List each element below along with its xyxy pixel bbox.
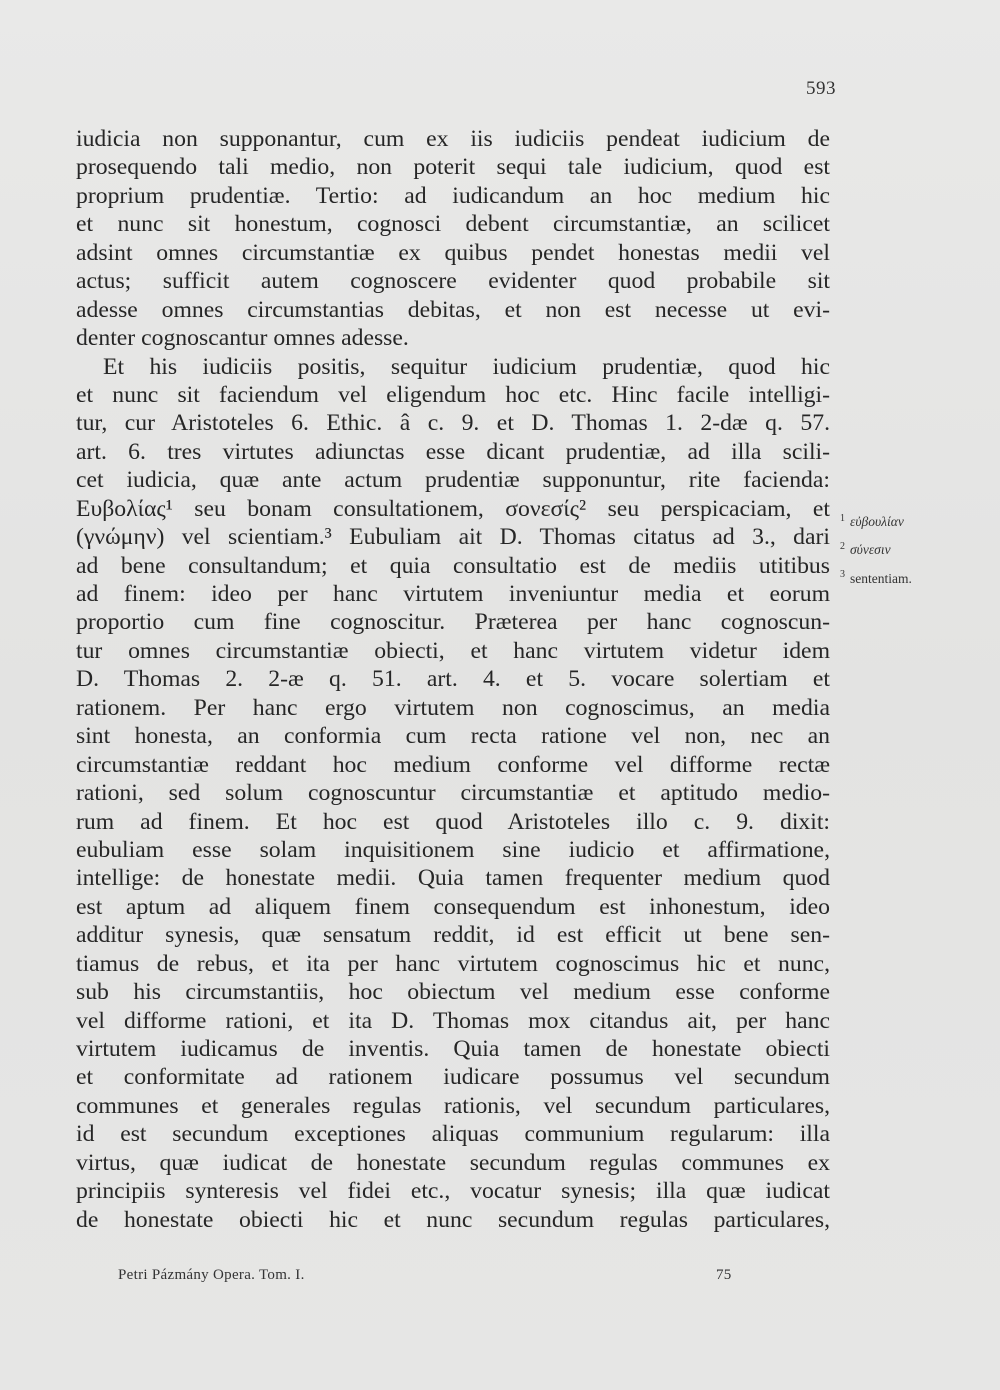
text-line: sub his circumstantiis, hoc obiectum vel medium esse conforme (76, 979, 830, 1006)
text-line: virtus, quæ iudicat de honestate secundum regulas communes ex (76, 1149, 830, 1176)
body-text (76, 125, 830, 1234)
text-line: vel difforme rationi, et ita D. Thomas mox citandus ait, per hanc (76, 1007, 830, 1034)
text-line: circumstantiæ reddant hoc medium conforme vel difforme rectæ (76, 751, 830, 778)
text-line: tiamus de rebus, et ita per hanc virtutem cognoscimus hic et nunc, (76, 950, 830, 977)
text-line: et nunc sit faciendum vel eligendum hoc etc. Hinc facile intelligi- (76, 381, 830, 408)
text-line: additur synesis, quæ sensatum reddit, id est efficit ut bene sen- (76, 922, 830, 949)
text-line: rationi, sed solum cognoscuntur circumstantiæ et aptitudo medio- (76, 780, 830, 807)
text-line: prosequendo tali medio, non poterit sequi tale iudicium, quod est (76, 154, 830, 181)
page-number: 593 (806, 78, 836, 99)
text-line: sint honesta, an conformia cum recta ratione vel non, nec an (76, 723, 830, 750)
text-line: ad bene consultandum; et quia consultatio est de mediis utitibus (76, 552, 830, 579)
margin-note (840, 508, 990, 536)
margin-note (840, 565, 990, 593)
footer-signature: Petri Pázmány Opera. Tom. I. (118, 1267, 305, 1283)
margin-note-text: σύνεσιν (850, 542, 891, 558)
footer-sheet-number: 75 (716, 1267, 732, 1283)
text-line: Ευβολίας¹ seu bonam consultationem, σονεσίς² seu perspicaciam, et (76, 495, 830, 522)
margin-note-number: 3 (840, 569, 845, 581)
margin-note-number: 2 (840, 540, 845, 552)
text-line: proportio cum fine cognoscitur. Præterea per hanc cognoscun- (76, 609, 830, 636)
text-line: denter cognoscantur omnes adesse. (76, 325, 409, 352)
text-line: de honestate obiecti hic et nunc secundum regulas particulares, (76, 1206, 830, 1233)
text-line: D. Thomas 2. 2-æ q. 51. art. 4. et 5. vocare solertiam et (76, 666, 830, 693)
margin-note-text: sententiam. (850, 570, 912, 586)
text-line: tur omnes circumstantiæ obiecti, et hanc virtutem videtur idem (76, 637, 830, 664)
text-line: iudicia non supponantur, cum ex iis iudiciis pendeat iudicium de (76, 126, 830, 152)
text-line: rationem. Per hanc ergo virtutem non cognoscimus, an media (76, 694, 830, 721)
text-line: Et his iudiciis positis, sequitur iudicium prudentiæ, quod hic (103, 353, 830, 380)
text-line: intellige: de honestate medii. Quia tamen frequenter medium quod (76, 865, 830, 892)
text-line: proprium prudentiæ. Tertio: ad iudicandum an hoc medium hic (76, 182, 830, 209)
text-line: communes et generales regulas rationis, vel secundum particulares, (76, 1092, 830, 1119)
text-line: actus; sufficit autem cognoscere evidenter quod probabile sit (76, 268, 830, 295)
text-line: virtutem iudicamus de inventis. Quia tamen de honestate obiecti (76, 1036, 830, 1062)
text-line: eubuliam esse solam inquisitionem sine iudicio et affirmatione, (76, 836, 830, 863)
text-line: est aptum ad aliquem finem consequendum est inhonestum, ideo (76, 893, 830, 920)
text-line: adsint omnes circumstantiæ ex quibus pendet honestas medii vel (76, 239, 830, 266)
margin-note-text: εὐβουλίαν (850, 514, 904, 529)
margin-notes (840, 508, 990, 593)
margin-note (840, 536, 990, 564)
text-line: id est secundum exceptiones aliquas communium regularum: illa (76, 1121, 830, 1148)
text-line: et nunc sit honestum, cognosci debent circumstantiæ, an scilicet (76, 211, 830, 238)
text-line: art. 6. tres virtutes adiunctas esse dicant prudentiæ, ad illa scili- (76, 438, 830, 465)
text-line: et conformitate ad rationem iudicare possumus vel secundum (76, 1064, 830, 1091)
text-line: cet iudicia, quæ ante actum prudentiæ supponuntur, rite facienda: (76, 467, 830, 494)
text-line: adesse omnes circumstantias debitas, et non est necesse ut evi- (76, 296, 830, 323)
text-line: principiis synteresis vel fidei etc., vocatur synesis; illa quæ iudicat (76, 1178, 830, 1205)
text-line: ad finem: ideo per hanc virtutem inveniuntur media et eorum (76, 581, 830, 607)
text-line: rum ad finem. Et hoc est quod Aristoteles illo c. 9. dixit: (76, 808, 830, 835)
text-line: (γνώμην) vel scientiam.³ Eubuliam ait D. Thomas citatus ad 3., dari (76, 524, 830, 551)
text-line: tur, cur Aristoteles 6. Ethic. â c. 9. et D. Thomas 1. 2-dæ q. 57. (76, 410, 830, 437)
margin-note-number: 1 (840, 512, 845, 524)
